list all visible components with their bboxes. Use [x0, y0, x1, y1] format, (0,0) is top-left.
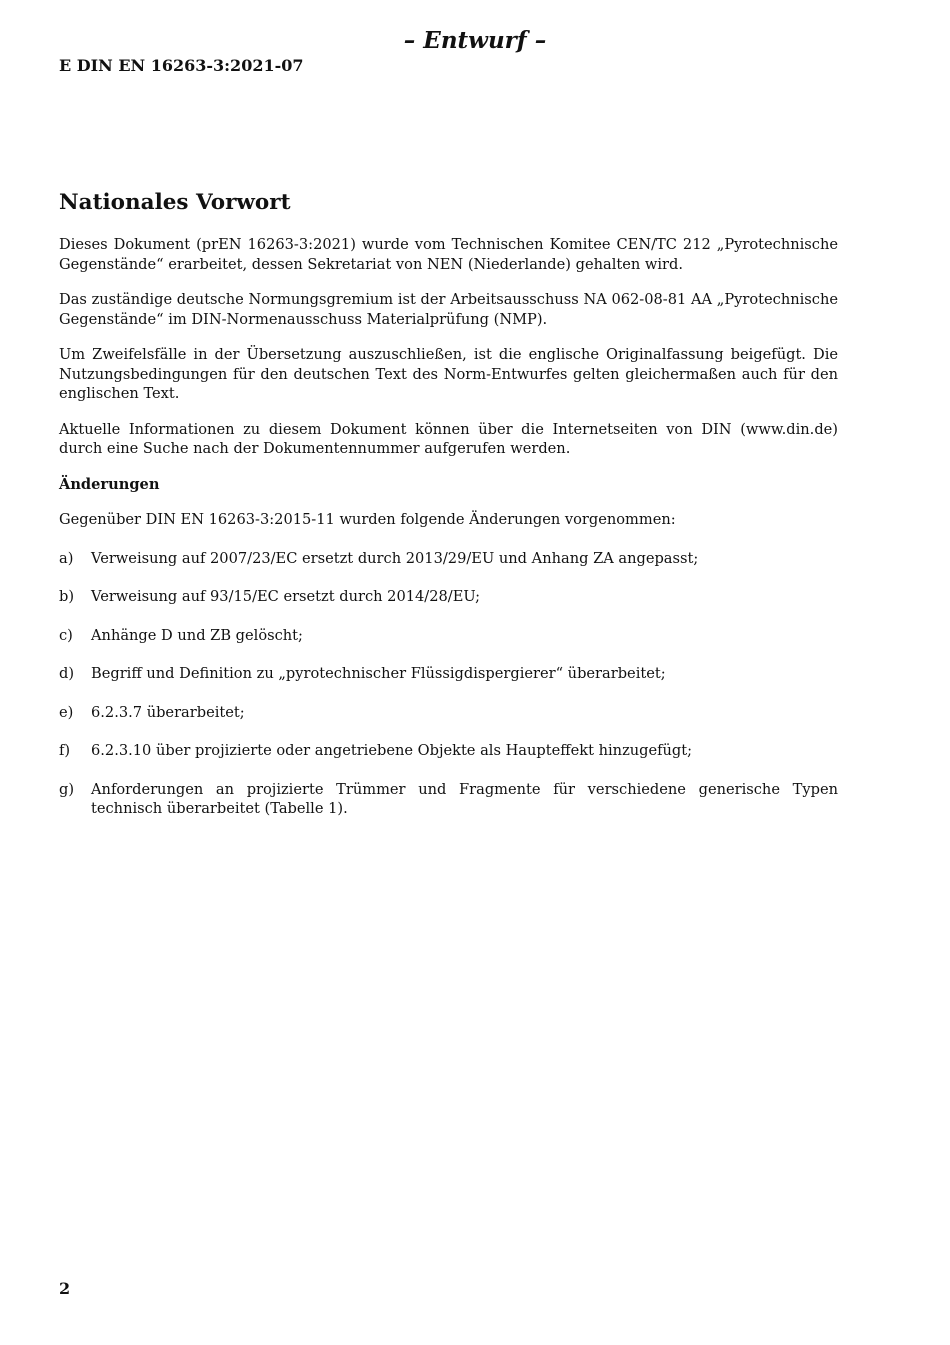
list-item-text: Anforderungen an projizierte Trümmer und Fragmente für verschiedene generische Typen technisch überarbeitet (Tabelle 1). — [91, 780, 838, 817]
list-item — [59, 780, 838, 819]
list-marker: g) — [59, 780, 75, 798]
list-marker: b) — [59, 588, 75, 605]
list-marker: f) — [59, 742, 71, 759]
list-marker: e) — [59, 703, 74, 721]
list-item — [59, 664, 838, 684]
list-item — [59, 626, 838, 646]
list-marker: c) — [59, 626, 73, 644]
list-marker: d) — [59, 665, 75, 682]
list-item-text: 6.2.3.7 überarbeitet; — [91, 703, 245, 721]
list-item-text: Verweisung auf 93/15/EC ersetzt durch 2014/28/EU; — [91, 588, 481, 605]
changes-heading: Änderungen — [59, 475, 160, 493]
paragraph-committee: Dieses Dokument (prEN 16263-3:2021) wurde vom Technischen Komitee CEN/TC 212 „Pyrotechnische Gegenstände“ erarbeitet, dessen Sekretariat von NEN (Niederlande) gehalten wird. — [59, 236, 838, 273]
section-title: Nationales Vorwort — [59, 190, 291, 215]
page-number: 2 — [59, 1279, 71, 1298]
list-item — [59, 703, 838, 723]
list-item — [59, 549, 838, 569]
document-body — [59, 189, 838, 838]
list-item-text: 6.2.3.10 über projizierte oder angetriebene Objekte als Haupteffekt hinzugefügt; — [91, 742, 693, 759]
document-code: E DIN EN 16263-3:2021-07 — [59, 56, 304, 75]
changes-list — [59, 549, 838, 819]
list-item — [59, 587, 838, 607]
list-item-text: Anhänge D und ZB gelöscht; — [91, 626, 303, 644]
list-item-text: Verweisung auf 2007/23/EC ersetzt durch 2013/29/EU und Anhang ZA angepasst; — [91, 549, 699, 567]
list-item — [59, 741, 838, 761]
list-item-text: Begriff und Definition zu „pyrotechnischer Flüssigdispergierer“ überarbeitet; — [91, 665, 666, 682]
changes-intro: Gegenüber DIN EN 16263-3:2015-11 wurden folgende Änderungen vorgenommen: — [59, 511, 676, 528]
paragraph-national-committee: Das zuständige deutsche Normungsgremium ist der Arbeitsausschuss NA 062-08-81 AA „Pyrotechnische Gegenstände“ im DIN-Normenausschuss Materialprüfung (NMP). — [59, 291, 838, 328]
list-marker: a) — [59, 549, 74, 567]
paragraph-translation-note: Um Zweifelsfälle in der Übersetzung auszuschließen, ist die englische Originalfassung beigefügt. Die Nutzungsbedingungen für den deutschen Text des Norm-Entwurfes gelten gleichermaßen auch für den englischen Text. — [59, 346, 838, 402]
draft-watermark-label: – Entwurf – — [403, 27, 547, 54]
paragraph-current-information: Aktuelle Informationen zu diesem Dokument können über die Internetseiten von DIN (www.din.de) durch eine Suche nach der Dokumentennummer aufgerufen werden. — [59, 420, 838, 457]
